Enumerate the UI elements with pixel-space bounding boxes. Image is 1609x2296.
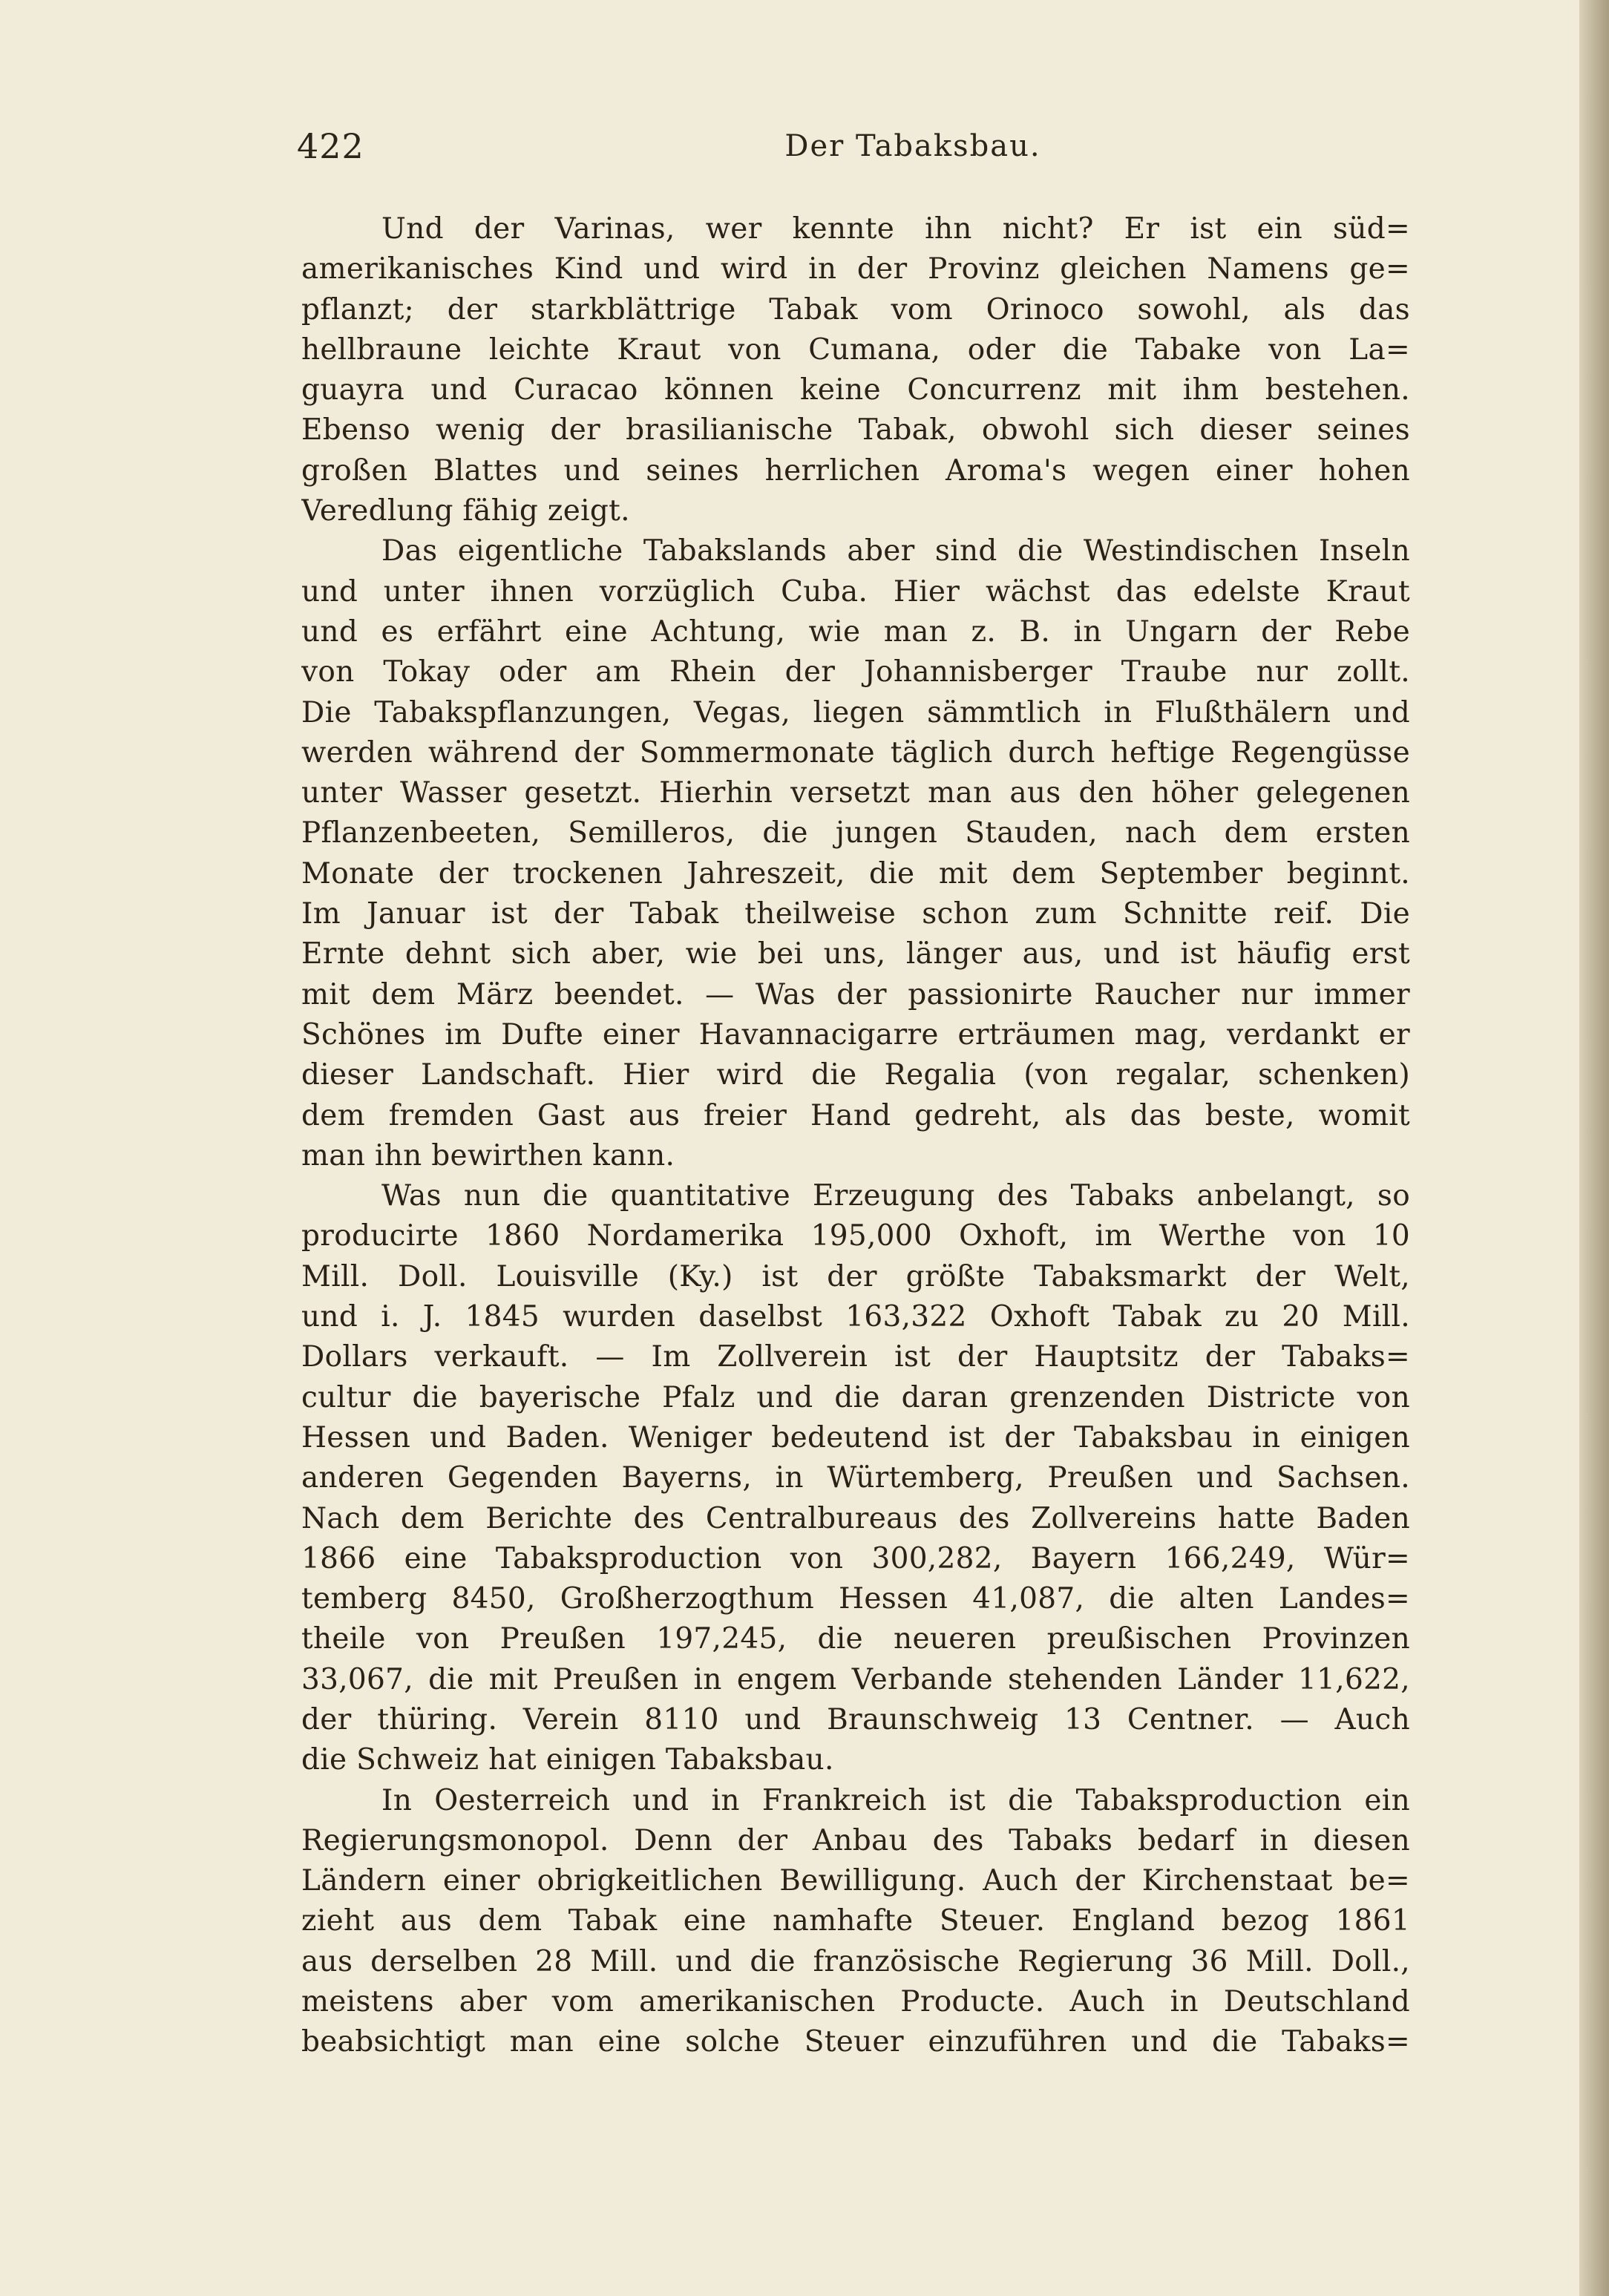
text-line: temberg 8450, Großherzogthum Hessen 41,087, die alten Landes= [301, 1582, 1410, 1616]
text-line: In Oesterreich und in Frankreich ist die Tabaksproduction ein [381, 1783, 1410, 1817]
text-line: 33,067, die mit Preußen in engem Verbande stehenden Länder 11,622, [301, 1662, 1410, 1696]
text-line: hellbraune leichte Kraut von Cumana, oder die Tabake von La= [301, 332, 1410, 367]
text-line: pflanzt; der starkblättrige Tabak vom Orinoco sowohl, als das [301, 292, 1410, 327]
text-line: dieser Landschaft. Hier wird die Regalia (von regalar, schenken) [301, 1058, 1410, 1092]
text-line: Das eigentliche Tabakslands aber sind die Westindischen Inseln [381, 534, 1410, 568]
text-line: Regierungsmonopol. Denn der Anbau des Tabaks bedarf in diesen [301, 1823, 1410, 1857]
text-line: Im Januar ist der Tabak theilweise schon zum Schnitte reif. Die [301, 897, 1410, 931]
text-line: von Tokay oder am Rhein der Johannisberger Traube nur zollt. [301, 655, 1410, 689]
text-line: zieht aus dem Tabak eine namhafte Steuer. England bezog 1861 [301, 1904, 1410, 1938]
text-line: anderen Gegenden Bayerns, in Würtemberg, Preußen und Sachsen. [301, 1461, 1410, 1495]
text-line: großen Blattes und seines herrlichen Aroma's wegen einer hohen [301, 453, 1410, 488]
text-line: Die Tabakspflanzungen, Vegas, liegen sämmtlich in Flußthälern und [301, 695, 1410, 729]
page-number: 422 [297, 126, 364, 166]
text-line: Und der Varinas, wer kennte ihn nicht? Er ist ein süd= [381, 212, 1410, 246]
text-line: cultur die bayerische Pfalz und die daran grenzenden Districte von [301, 1380, 1410, 1414]
body-text [301, 209, 1410, 2063]
text-line: Nach dem Berichte des Centralbureaus des Zollvereins hatte Baden [301, 1501, 1410, 1535]
running-head: Der Tabaksbau. [784, 129, 1041, 163]
text-line: guayra und Curacao können keine Concurrenz mit ihm bestehen. [301, 373, 1410, 407]
text-line: 1866 eine Tabaksproduction von 300,282, Bayern 166,249, Wür= [301, 1541, 1410, 1575]
text-line: und i. J. 1845 wurden daselbst 163,322 Oxhoft Tabak zu 20 Mill. [301, 1300, 1410, 1334]
text-line: und es erfährt eine Achtung, wie man z. B. in Ungarn der Rebe [301, 614, 1410, 649]
text-line: der thüring. Verein 8110 und Braunschweig 13 Centner. — Auch [301, 1702, 1410, 1736]
text-line: man ihn bewirthen kann. [301, 1138, 675, 1172]
text-line: Ländern einer obrigkeitlichen Bewilligung. Auch der Kirchenstaat be= [301, 1864, 1410, 1898]
text-line: amerikanisches Kind und wird in der Provinz gleichen Namens ge= [301, 252, 1410, 286]
page-header [297, 126, 1410, 171]
text-line: meistens aber vom amerikanischen Producte. Auch in Deutschland [301, 1985, 1410, 2019]
text-line: aus derselben 28 Mill. und die französische Regierung 36 Mill. Doll., [301, 1944, 1410, 1978]
text-line: Mill. Doll. Louisville (Ky.) ist der größte Tabaksmarkt der Welt, [301, 1259, 1410, 1293]
text-line: Dollars verkauft. — Im Zollverein ist der Hauptsitz der Tabaks= [301, 1340, 1410, 1374]
text-line: mit dem März beendet. — Was der passionirte Raucher nur immer [301, 977, 1410, 1011]
text-line: producirte 1860 Nordamerika 195,000 Oxhoft, im Werthe von 10 [301, 1219, 1410, 1253]
text-line: unter Wasser gesetzt. Hierhin versetzt man aus den höher gelegenen [301, 776, 1410, 810]
text-line: Was nun die quantitative Erzeugung des Tabaks anbelangt, so [381, 1179, 1410, 1213]
text-line: Ernte dehnt sich aber, wie bei uns, länger aus, und ist häufig erst [301, 937, 1410, 971]
text-line: Schönes im Dufte einer Havannacigarre erträumen mag, verdankt er [301, 1017, 1410, 1052]
text-line: Veredlung fähig zeigt. [301, 494, 630, 528]
text-line: Hessen und Baden. Weniger bedeutend ist der Tabaksbau in einigen [301, 1420, 1410, 1454]
text-line: beabsichtigt man eine solche Steuer einzuführen und die Tabaks= [301, 2025, 1410, 2059]
text-line: Monate der trockenen Jahreszeit, die mit dem September beginnt. [301, 856, 1410, 890]
page-edge [1579, 0, 1609, 2296]
text-line: Pflanzenbeeten, Semilleros, die jungen Stauden, nach dem ersten [301, 816, 1410, 850]
text-line: die Schweiz hat einigen Tabaksbau. [301, 1743, 834, 1777]
text-line: theile von Preußen 197,245, die neueren preußischen Provinzen [301, 1622, 1410, 1656]
text-line: Ebenso wenig der brasilianische Tabak, obwohl sich dieser seines [301, 413, 1410, 447]
text-line: und unter ihnen vorzüglich Cuba. Hier wächst das edelste Kraut [301, 574, 1410, 609]
text-line: dem fremden Gast aus freier Hand gedreht, als das beste, womit [301, 1098, 1410, 1132]
text-line: werden während der Sommermonate täglich durch heftige Regengüsse [301, 735, 1410, 770]
